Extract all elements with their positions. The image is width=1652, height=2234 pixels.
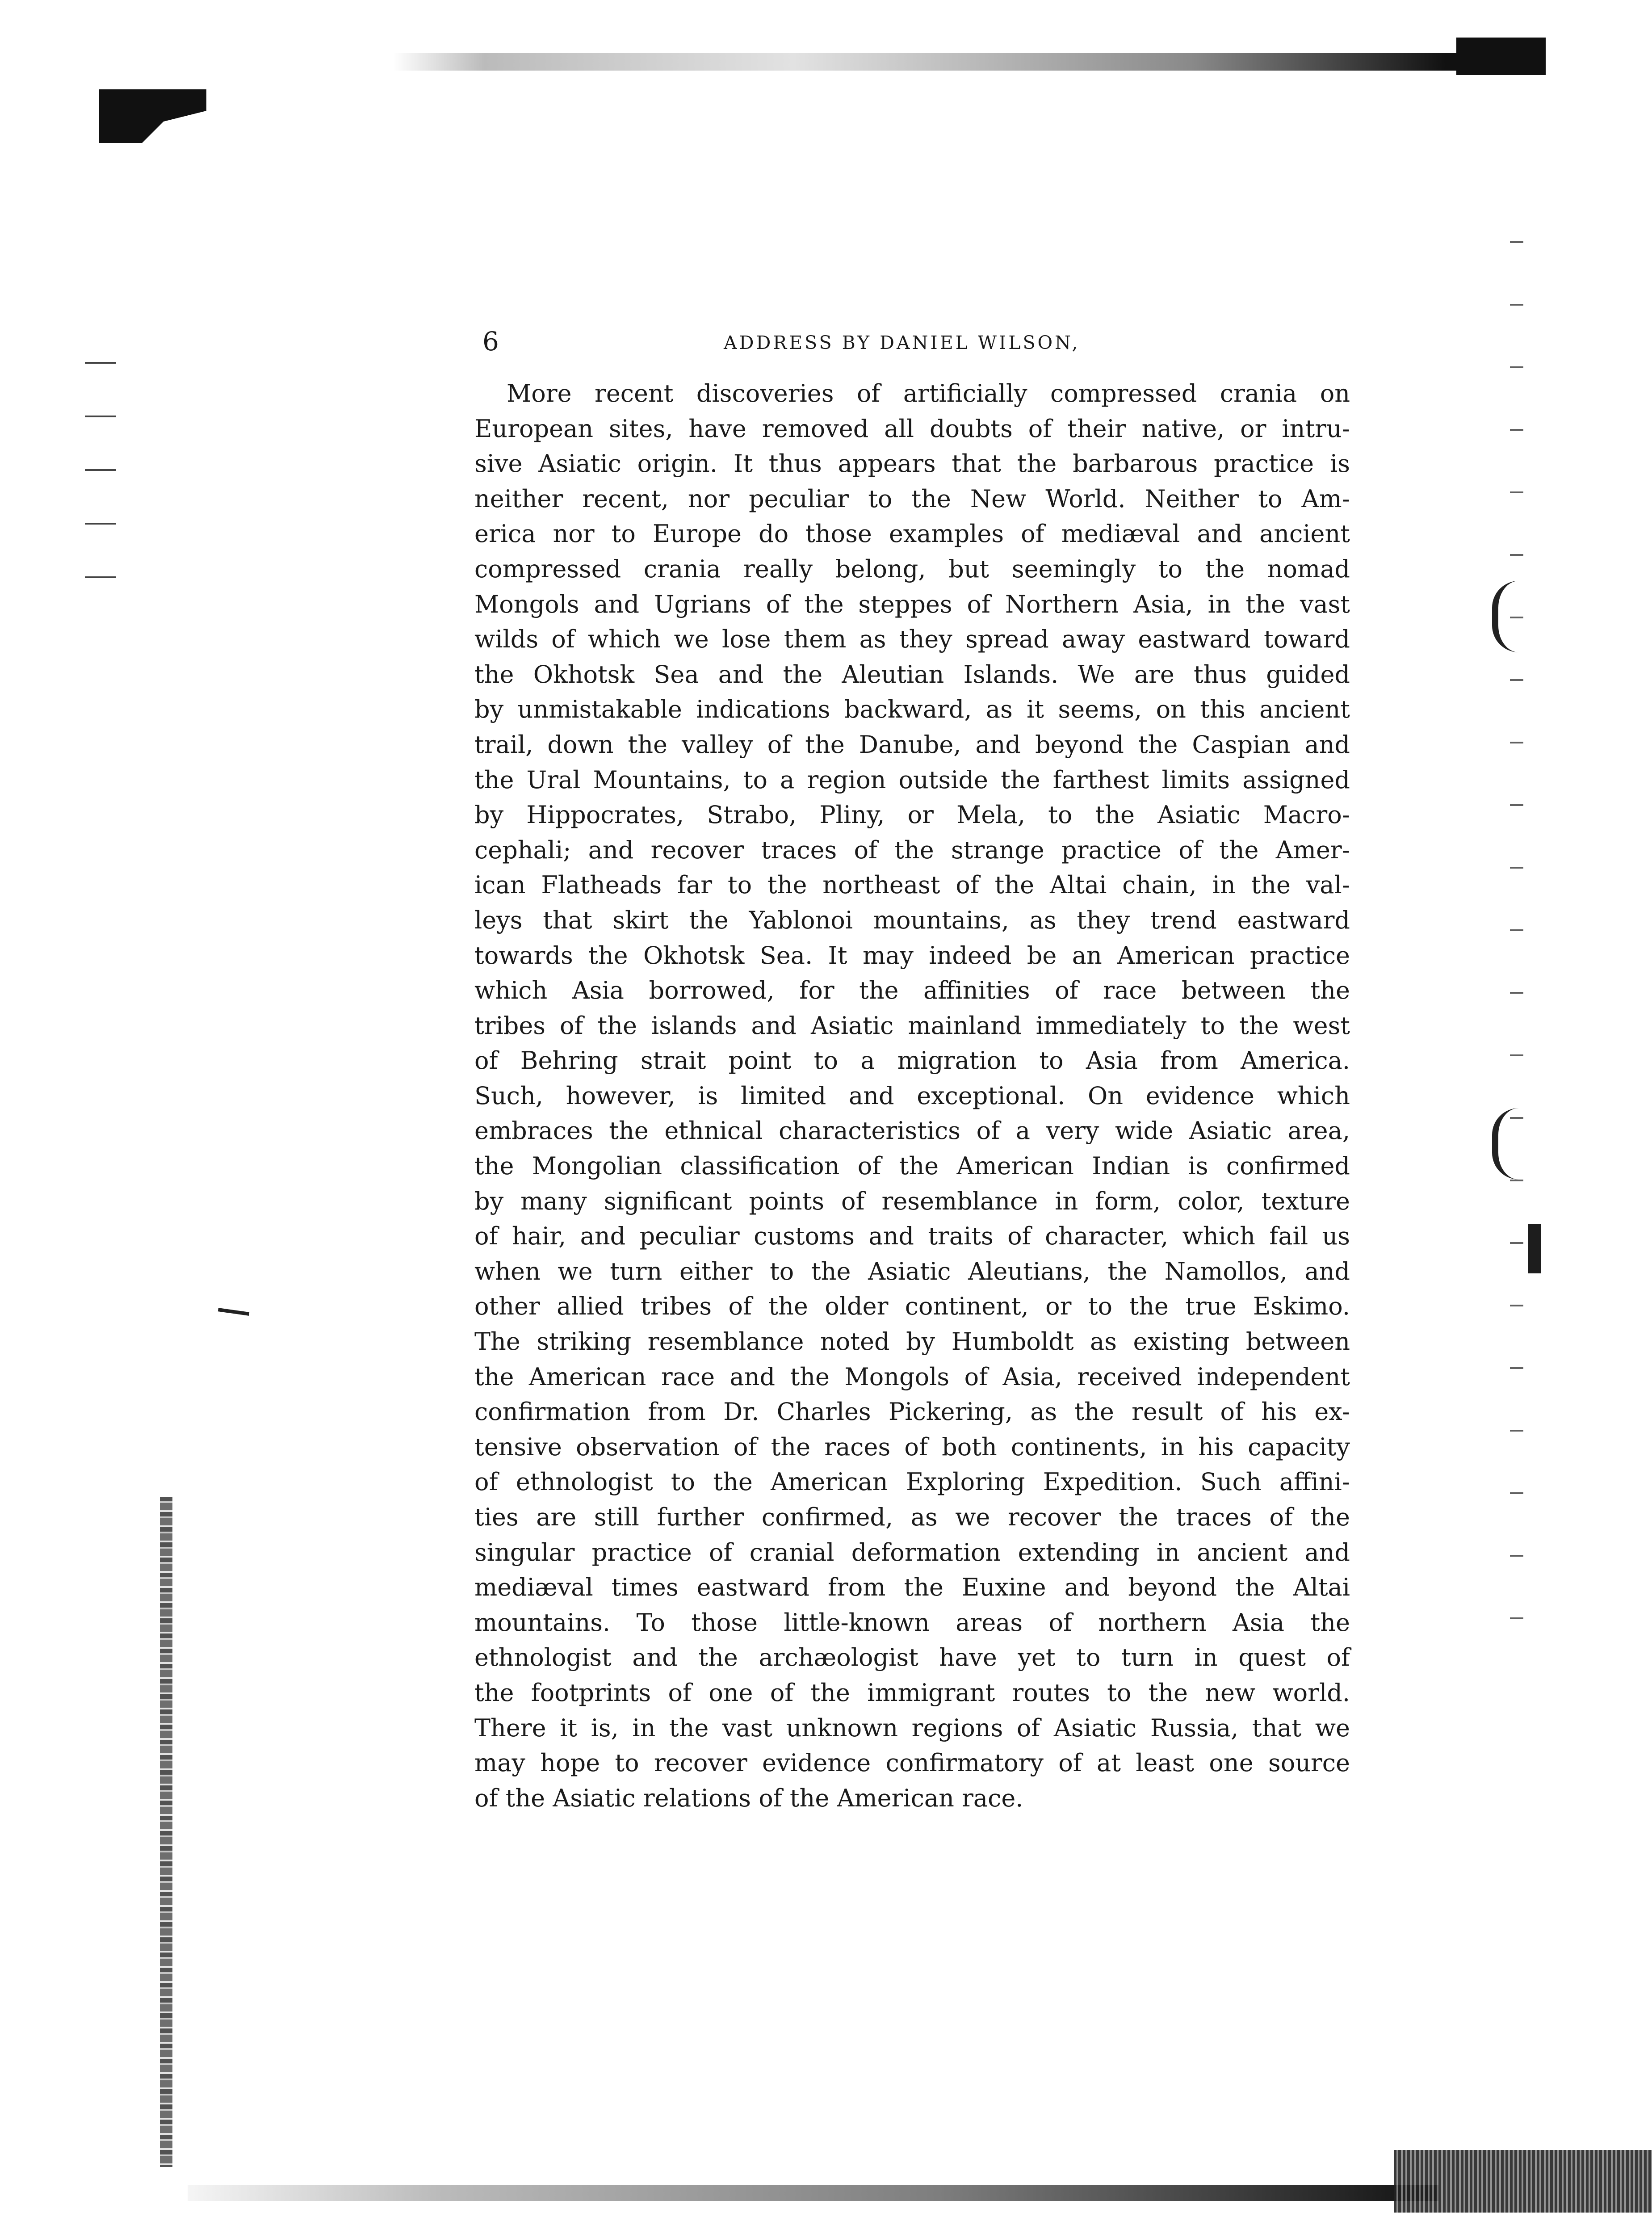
text-line: mediæval times eastward from the Euxine and beyond the Altai [474, 1573, 1350, 1602]
text-line: other allied tribes of the older continent, or to the true Eskimo. [474, 1292, 1350, 1321]
text-line: the footprints of one of the immigrant routes to the new world. [474, 1678, 1350, 1707]
text-line: ican Flatheads far to the northeast of the Altai chain, in the val- [474, 871, 1350, 899]
text-line: mountains. To those little-known areas of northern Asia the [474, 1608, 1350, 1637]
scan-bracket-mark-right [1492, 581, 1525, 652]
scan-bracket-mark-right [1492, 1108, 1525, 1180]
text-line: Mongols and Ugrians of the steppes of Northern Asia, in the vast [474, 590, 1350, 618]
text-line: European sites, have removed all doubts of their native, or intru- [474, 414, 1350, 443]
text-line: by Hippocrates, Strabo, Pliny, or Mela, to the Asiatic Macro- [474, 801, 1350, 829]
body-paragraph [474, 376, 1350, 1816]
scan-binding-edge-left [160, 1497, 172, 2167]
scan-edge-shadow-bottom [188, 2185, 1438, 2201]
running-title: ADDRESS BY DANIEL WILSON, [724, 332, 1080, 353]
text-line: the Okhotsk Sea and the Aleutian Islands. We are thus guided [474, 660, 1350, 689]
running-header [482, 323, 1367, 364]
text-line: of Behring strait point to a migration to Asia from America. [474, 1046, 1350, 1075]
text-line: ethnologist and the archæologist have yet to turn in quest of [474, 1643, 1350, 1672]
scan-margin-specks-right [1510, 214, 1523, 1644]
text-line: Such, however, is limited and exceptional. On evidence which [474, 1081, 1350, 1110]
text-line: tribes of the islands and Asiatic mainland immediately to the west [474, 1011, 1350, 1040]
scan-ink-mark-right [1528, 1224, 1541, 1273]
text-line: of ethnologist to the American Exploring Expedition. Such affini- [474, 1468, 1350, 1496]
text-line: There it is, in the vast unknown regions of Asiatic Russia, that we [474, 1713, 1350, 1742]
text-line: More recent discoveries of artificially compressed crania on [507, 379, 1350, 407]
scan-edge-block-top-left [99, 89, 206, 143]
text-line: the American race and the Mongols of Asia, received independent [474, 1362, 1350, 1391]
text-line: singular practice of cranial deformation extending in ancient and [474, 1538, 1350, 1566]
text-line: wilds of which we lose them as they spread away eastward toward [474, 625, 1350, 654]
text-line: leys that skirt the Yablonoi mountains, as they trend eastward [474, 906, 1350, 934]
text-line: erica nor to Europe do those examples of mediæval and ancient [474, 520, 1350, 548]
text-line: sive Asiatic origin. It thus appears that the barbarous practice is [474, 449, 1350, 478]
scan-speck-left [218, 1308, 249, 1316]
text-line: of the Asiatic relations of the American race. [474, 1784, 1023, 1812]
text-line: the Ural Mountains, to a region outside the farthest limits assigned [474, 765, 1350, 794]
text-line: neither recent, nor peculiar to the New World. Neither to Am- [474, 484, 1350, 513]
text-line: by unmistakable indications backward, as it seems, on this ancient [474, 695, 1350, 724]
text-line: compressed crania really belong, but seemingly to the nomad [474, 554, 1350, 583]
text-line: confirmation from Dr. Charles Pickering, as the result of his ex- [474, 1398, 1350, 1426]
text-line: ties are still further confirmed, as we recover the traces of the [474, 1503, 1350, 1531]
text-line: The striking resemblance noted by Humboldt as existing between [474, 1327, 1350, 1356]
text-line: embraces the ethnical characteristics of a very wide Asiatic area, [474, 1117, 1350, 1145]
text-line: may hope to recover evidence confirmatory of at least one source [474, 1749, 1350, 1777]
scan-edge-block-top-right [1456, 38, 1546, 75]
text-line: the Mongolian classification of the American Indian is confirmed [474, 1152, 1350, 1180]
text-line: which Asia borrowed, for the affinities of race between the [474, 976, 1350, 1005]
text-line: of hair, and peculiar customs and traits of character, which fail us [474, 1222, 1350, 1251]
text-line: when we turn either to the Asiatic Aleutians, the Namollos, and [474, 1257, 1350, 1285]
text-line: trail, down the valley of the Danube, and beyond the Caspian and [474, 730, 1350, 759]
text-line: tensive observation of the races of both continents, in his capacity [474, 1432, 1350, 1461]
scan-margin-marks-left [85, 331, 116, 599]
scan-edge-shadow-top [393, 53, 1537, 71]
scan-edge-block-bottom-right [1394, 2150, 1652, 2213]
text-line: cephali; and recover traces of the strange practice of the Amer- [474, 836, 1350, 864]
page-number: 6 [482, 326, 499, 357]
text-line: by many significant points of resemblance in form, color, texture [474, 1187, 1350, 1215]
text-line: towards the Okhotsk Sea. It may indeed be an American practice [474, 941, 1350, 970]
